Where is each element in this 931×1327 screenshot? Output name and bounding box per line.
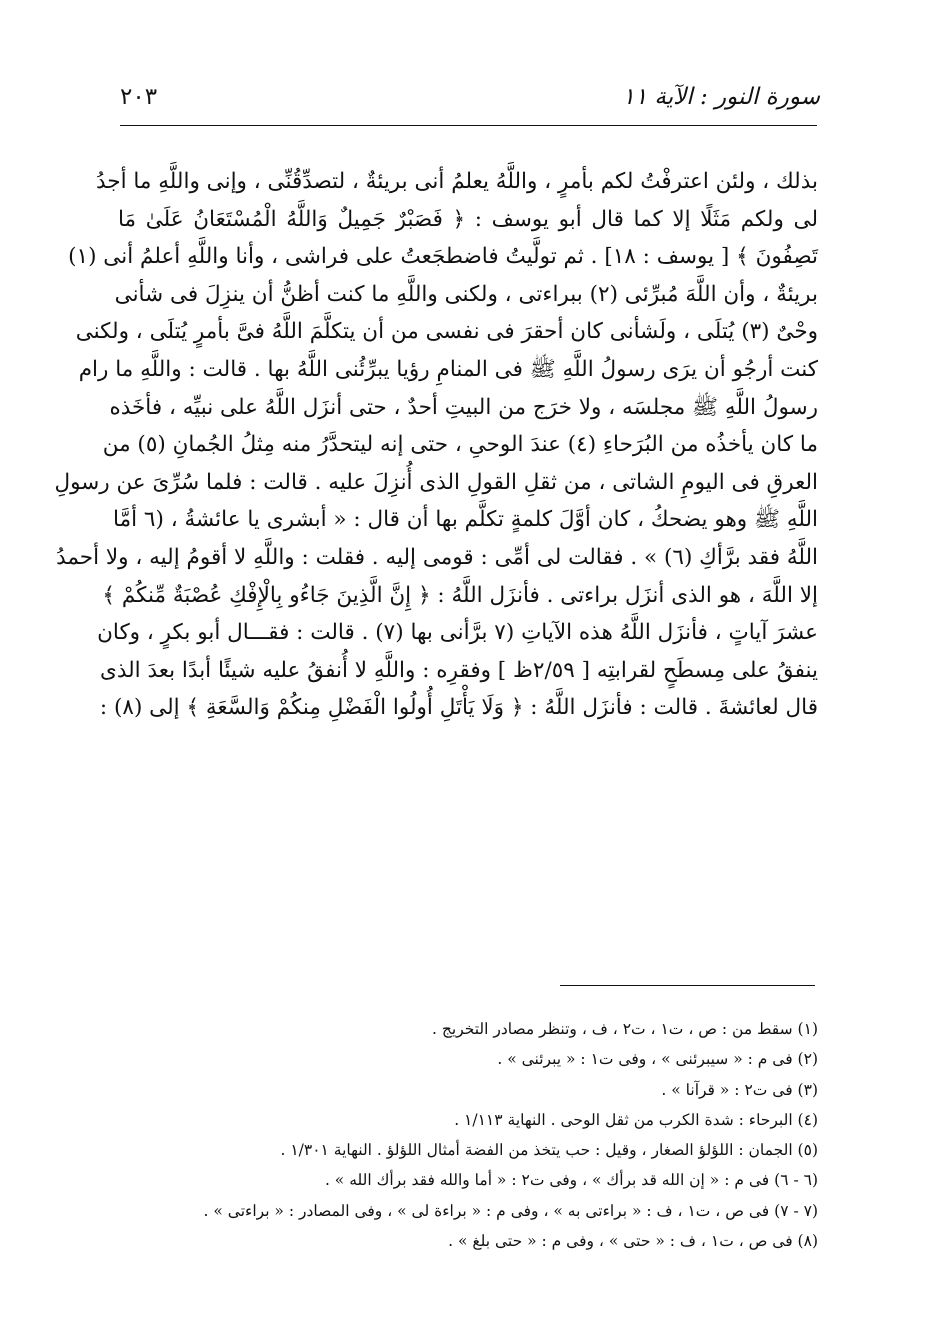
text-line: بذلك ، ولئن اعترفْتُ لكم بأمرٍ ، واللَّهُ يعلمُ أنى بريئةٌ ، لتصدِّقُنِّى ، وإنى واللَّهِ ما أجدُ [96, 169, 818, 194]
text-line: ما كان يأخذُه من البُرَحاءِ (٤) عندَ الوحىِ ، حتى إنه ليتحدَّرُ منه مِثلُ الجُمانِ (٥) من [102, 432, 818, 458]
page-header [120, 78, 820, 118]
header-rule [120, 125, 817, 126]
text-line: عشرَ آياتٍ ، فأنزَل اللَّهُ هذه الآياتِ (٧ برَّأنى بها (٧) . قالت : فقـــال أبو بكرٍ ، وكان [97, 620, 818, 646]
text-line: إلا اللَّهَ ، هو الذى أنزَل براءتى . فأنزَل اللَّهُ : ﴿ إِنَّ الَّذِينَ جَاءُو بِالْإِفْكِ عُصْبَةٌ مِّنكُمْ ﴾ [102, 582, 818, 608]
text-line: تَصِفُونَ ﴾ [ يوسف : ١٨] . ثم تولَّيتُ فاضطجَعتُ على فراشى ، وأنا واللَّهِ أعلمُ أنى (١) [68, 244, 818, 270]
footnote: (٣) فى ت٢ : « قرآنا » . [661, 1080, 818, 1099]
footnote: (٦ - ٦) فى م : « إن الله قد برأك » ، وفى ت٢ : « أما والله فقد برأك الله » . [324, 1171, 818, 1190]
footnote: (٧ - ٧) فى ص ، ت١ ، ف : « براءتى به » ، وفى م : « براءة لى » ، وفى المصادر : « براءتى » . [203, 1201, 818, 1220]
text-line: قال لعائشةَ . قالت : فأنزَل اللَّهُ : ﴿ وَلَا يَأْتَلِ أُولُوا الْفَضْلِ مِنكُمْ وَالسَّعَةِ ﴾ إلى (٨) : [99, 695, 818, 721]
text-line: بريئةٌ ، وأن اللَّهَ مُبرِّئى (٢) ببراءتى ، ولكنى واللَّهِ ما كنت أظنُّ أن ينزِلَ فى شأنى [114, 281, 818, 307]
footnotes [118, 1014, 818, 1256]
footnote: (٢) فى م : « سيبرئنى » ، وفى ت١ : « يبرئنى » . [497, 1050, 818, 1069]
footnote: (١) سقط من : ص ، ت١ ، ت٢ ، ف ، وتنظر مصادر التخريج . [432, 1020, 818, 1038]
text-line: لى ولكم مَثَلًا إلا كما قال أبو يوسف : ﴿ فَصَبْرٌ جَمِيلٌ وَاللَّهُ الْمُسْتَعَانُ عَلَىٰ مَا [118, 206, 818, 232]
footnote: (٤) البرحاء : شدة الكرب من ثقل الوحى . النهاية ١/١١٣ . [454, 1110, 818, 1129]
running-title: سورة النور : الآية ١١ [622, 84, 820, 110]
page-number: ٢٠٣ [120, 84, 158, 110]
footnote: (٥) الجمان : اللؤلؤ الصغار ، وقيل : حب يتخذ من الفضة أمثال اللؤلؤ . النهاية ١/٣٠١ . [280, 1141, 818, 1160]
text-line: اللَّهِ ﷺ وهو يضحكُ ، كان أوَّلَ كلمةٍ تكلَّم بها أن قال : « أبشرى يا عائشةُ ، (٦ أمَّا [113, 507, 818, 533]
text-line: العرقِ فى اليومِ الشاتى ، من ثقلِ القولِ الذى أُنزِلَ عليه . قالت : فلما سُرِّىَ عن رسولِ [54, 469, 818, 495]
text-line: وحْىٌ (٣) يُتلَى ، ولَشأنى كان أحقرَ فى نفسى من أن يتكلَّمَ اللَّهُ فىَّ بأمرٍ يُتلَى ، ولكنى [75, 319, 818, 345]
text-line: كنت أرجُو أن يرَى رسولُ اللَّهِ ﷺ فى المنامِ رؤيا يبرِّئُنى اللَّهُ بها . قالت : واللَّهِ ما رام [78, 356, 818, 382]
text-line: رسولُ اللَّهِ ﷺ مجلسَه ، ولا خرَج من البيتِ أحدٌ ، حتى أنزَل اللَّهُ على نبيِّه ، فأخَذه [109, 394, 818, 420]
text-line: ينفقُ على مِسطَحٍ لقرابتِه [ ٢/٥٩ظ ] وفقرِه : واللَّهِ لا أُنفقُ عليه شيئًا أبدًا بعدَ الذى [99, 657, 818, 683]
main-text [54, 163, 818, 727]
footnote: (٨) فى ص ، ت١ ، ف : « حتى » ، وفى م : « حتى بلغ » . [448, 1232, 818, 1251]
footnote-rule [560, 985, 815, 986]
text-line: اللَّهُ فقد برَّأكِ (٦) » . فقالت لى أمِّى : قومى إليه . فقلت : واللَّهِ لا أقومُ إليه ، ولا أحمدُ [56, 544, 818, 570]
